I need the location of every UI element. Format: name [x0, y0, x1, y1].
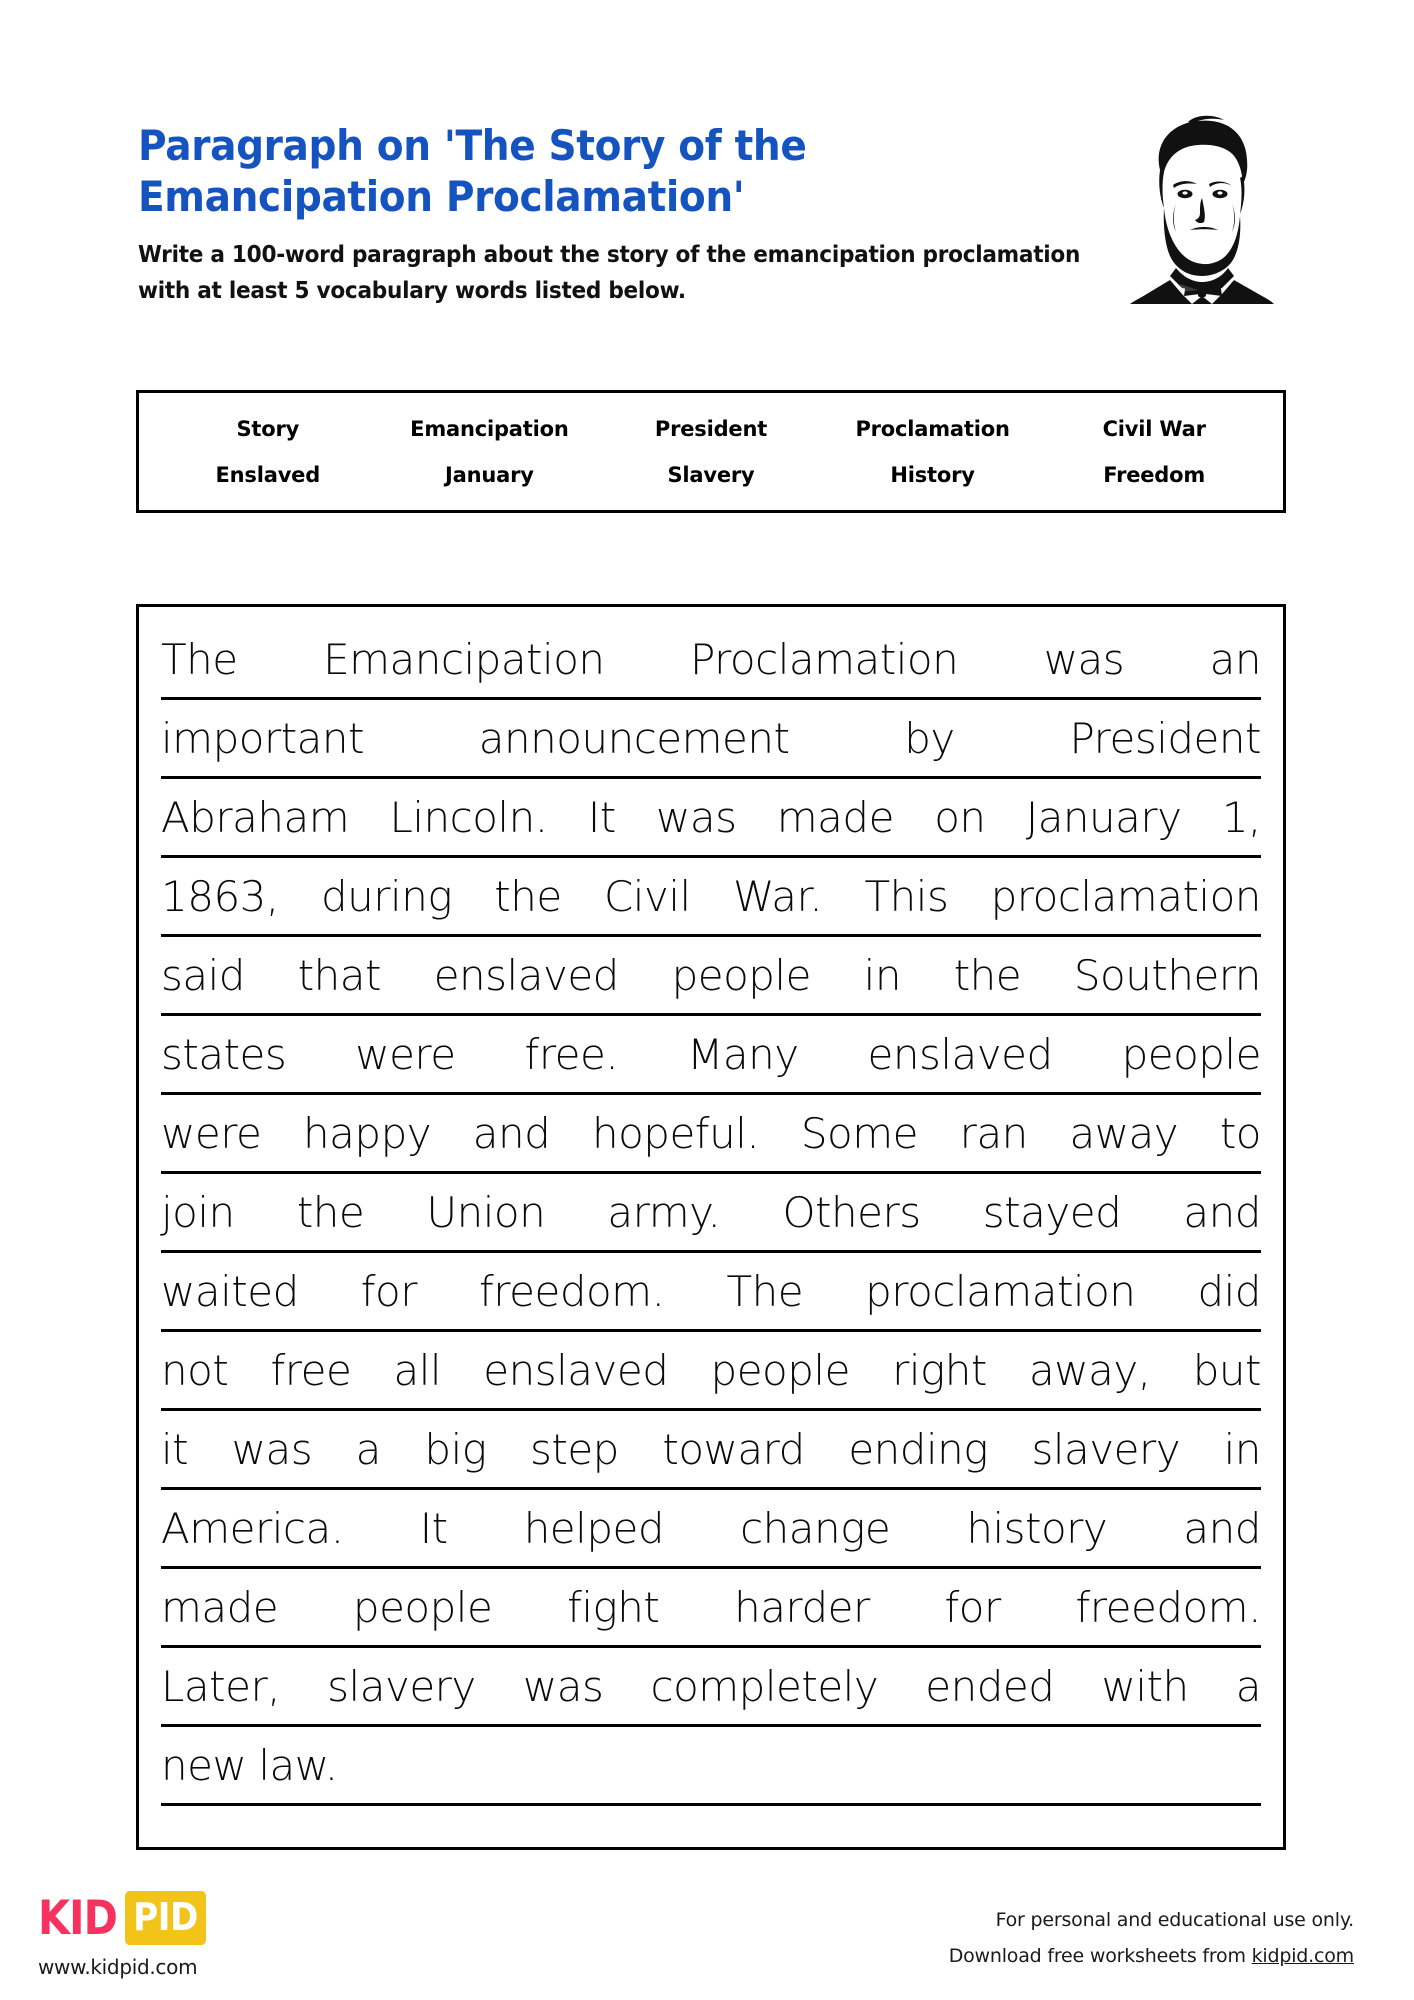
- answer-word: Later,: [161, 1661, 281, 1711]
- answer-word: announcement: [478, 713, 790, 763]
- answer-word: people: [352, 1582, 493, 1632]
- answer-word: free.: [524, 1029, 619, 1079]
- answer-word: proclamation: [865, 1266, 1136, 1316]
- answer-word: War.: [732, 871, 823, 921]
- answer-word: Lincoln.: [389, 792, 548, 842]
- vocab-word: History: [890, 462, 975, 487]
- answer-word: free: [270, 1345, 352, 1395]
- answer-word: an: [1209, 634, 1261, 684]
- answer-line: [161, 1253, 1261, 1332]
- answer-word: fight: [567, 1582, 660, 1632]
- answer-word: to: [1219, 1108, 1261, 1158]
- answer-word: It: [419, 1503, 448, 1553]
- answer-word: people: [671, 950, 811, 1000]
- footer-notice-prefix: Download free worksheets from: [948, 1945, 1252, 1968]
- answer-word: The: [726, 1266, 804, 1316]
- answer-word: ending: [848, 1424, 988, 1474]
- answer-word: 1863,: [161, 871, 279, 921]
- answer-word: for: [360, 1266, 417, 1316]
- answer-word: in: [863, 950, 901, 1000]
- answer-word: harder: [734, 1582, 870, 1632]
- answer-word: President: [1069, 713, 1261, 763]
- footer-branding: [38, 1892, 338, 1979]
- vocab-word: President: [654, 416, 768, 441]
- answer-line: [161, 1016, 1261, 1095]
- answer-word: a: [1235, 1661, 1261, 1711]
- page-title: Paragraph on 'The Story of the Emancipation Proclamation': [138, 121, 807, 222]
- footer-notice: [949, 1902, 1354, 1974]
- answer-word: helped: [523, 1503, 664, 1553]
- answer-line: [161, 1569, 1261, 1648]
- answer-word: Proclamation: [689, 634, 959, 684]
- answer-word: the: [953, 950, 1022, 1000]
- answer-word: step: [529, 1424, 619, 1474]
- answer-word: slavery: [327, 1661, 476, 1711]
- answer-line: [161, 1095, 1261, 1174]
- answer-word: enslaved: [483, 1345, 669, 1395]
- answer-line: [161, 1727, 1261, 1806]
- answer-word: was: [231, 1424, 313, 1474]
- answer-word: The: [161, 634, 238, 684]
- vocab-word: Slavery: [667, 462, 755, 487]
- instruction-text: Write a 100-word paragraph about the story of the emancipation proclamation with at least 5 vocabulary words listed below.: [138, 242, 1081, 305]
- answer-word: Southern: [1073, 950, 1261, 1000]
- footer-website[interactable]: www.kidpid.com: [38, 1955, 198, 1979]
- answer-word: a: [355, 1424, 381, 1474]
- vocab-word: Story: [236, 416, 300, 441]
- answer-word: was: [656, 792, 737, 842]
- answer-word: all: [393, 1345, 442, 1395]
- answer-word: Emancipation: [323, 634, 605, 684]
- answer-word: that: [297, 950, 381, 1000]
- answer-word: freedom.: [1075, 1582, 1261, 1632]
- answer-word: away,: [1029, 1345, 1151, 1395]
- answer-word: completely: [650, 1661, 879, 1711]
- answer-word: away: [1069, 1108, 1179, 1158]
- answer-word: right: [892, 1345, 987, 1395]
- answer-word: America.: [161, 1503, 344, 1553]
- vocab-word: January: [445, 462, 534, 487]
- answer-word: states: [161, 1029, 287, 1079]
- answer-word: the: [494, 871, 562, 921]
- answer-word: during: [321, 871, 453, 921]
- vocabulary-row-2: [139, 463, 1283, 487]
- answer-word: big: [424, 1424, 487, 1474]
- answer-word: change: [740, 1503, 891, 1553]
- answer-line: [161, 1332, 1261, 1411]
- answer-word: stayed: [982, 1187, 1122, 1237]
- answer-word: ran: [959, 1108, 1028, 1158]
- answer-word: new: [161, 1740, 247, 1790]
- answer-word: law.: [258, 1740, 338, 1790]
- answer-word: were: [355, 1029, 456, 1079]
- answer-word: but: [1192, 1345, 1261, 1395]
- answer-word: was: [1043, 634, 1125, 684]
- answer-line: [161, 937, 1261, 1016]
- answer-line: [161, 779, 1261, 858]
- logo-pid-text: PID: [125, 1891, 206, 1945]
- answer-word: with: [1101, 1661, 1189, 1711]
- answer-line: [161, 621, 1261, 700]
- answer-word: join: [161, 1187, 235, 1237]
- answer-word: Union: [426, 1187, 546, 1237]
- answer-word: not: [161, 1345, 229, 1395]
- answer-paragraph-box[interactable]: [136, 604, 1286, 1850]
- answer-word: people: [710, 1345, 850, 1395]
- vocab-word: Proclamation: [855, 416, 1010, 441]
- logo-kid-text: KID: [38, 1890, 118, 1946]
- answer-word: hopeful.: [591, 1108, 760, 1158]
- answer-word: did: [1197, 1266, 1261, 1316]
- vocabulary-box: [136, 390, 1286, 513]
- abraham-lincoln-portrait-icon: [1110, 112, 1288, 304]
- answer-word: Abraham: [161, 792, 350, 842]
- answer-word: slavery: [1031, 1424, 1181, 1474]
- answer-word: was: [522, 1661, 604, 1711]
- answer-word: enslaved: [867, 1029, 1053, 1079]
- answer-word: for: [944, 1582, 1001, 1632]
- vocab-word: Civil War: [1102, 416, 1206, 441]
- answer-word: This: [864, 871, 949, 921]
- answer-line: [161, 1174, 1261, 1253]
- answer-word: and: [1183, 1503, 1261, 1553]
- answer-word: enslaved: [433, 950, 619, 1000]
- answer-word: and: [1183, 1187, 1261, 1237]
- answer-word: people: [1121, 1029, 1261, 1079]
- footer-notice-line-2: [949, 1938, 1354, 1974]
- answer-word: freedom.: [479, 1266, 665, 1316]
- answer-word: Others: [782, 1187, 921, 1237]
- answer-word: made: [776, 792, 894, 842]
- answer-word: it: [161, 1424, 189, 1474]
- answer-word: were: [161, 1108, 262, 1158]
- answer-word: 1,: [1221, 792, 1261, 842]
- kidpid-logo[interactable]: [38, 1892, 215, 1944]
- answer-word: proclamation: [990, 871, 1261, 921]
- answer-word: said: [161, 950, 245, 1000]
- answer-word: by: [904, 713, 955, 763]
- answer-word: important: [161, 713, 364, 763]
- answer-word: toward: [662, 1424, 805, 1474]
- answer-word: the: [296, 1187, 365, 1237]
- answer-line: [161, 1648, 1261, 1727]
- kidpid-link[interactable]: kidpid.com: [1251, 1945, 1354, 1968]
- answer-word: and: [472, 1108, 551, 1158]
- answer-word: waited: [161, 1266, 299, 1316]
- answer-line: [161, 1411, 1261, 1490]
- answer-word: happy: [303, 1108, 432, 1158]
- vocabulary-row-1: [139, 417, 1283, 441]
- answer-word: ended: [925, 1661, 1055, 1711]
- answer-word: history: [966, 1503, 1108, 1553]
- footer-notice-line-1: For personal and educational use only.: [995, 1909, 1354, 1931]
- answer-line: [161, 858, 1261, 937]
- answer-word: in: [1223, 1424, 1261, 1474]
- answer-word: January: [1025, 792, 1182, 842]
- vocab-word: Enslaved: [215, 462, 321, 487]
- answer-word: Many: [687, 1029, 799, 1079]
- answer-word: on: [934, 792, 986, 842]
- answer-word: Civil: [603, 871, 691, 921]
- vocab-word: Emancipation: [410, 416, 569, 441]
- answer-word: made: [161, 1582, 279, 1632]
- answer-word: It: [587, 792, 616, 842]
- answer-word: Some: [800, 1108, 918, 1158]
- answer-word: army.: [607, 1187, 721, 1237]
- vocab-word: Freedom: [1103, 462, 1206, 487]
- answer-line: [161, 700, 1261, 779]
- answer-line: [161, 1490, 1261, 1569]
